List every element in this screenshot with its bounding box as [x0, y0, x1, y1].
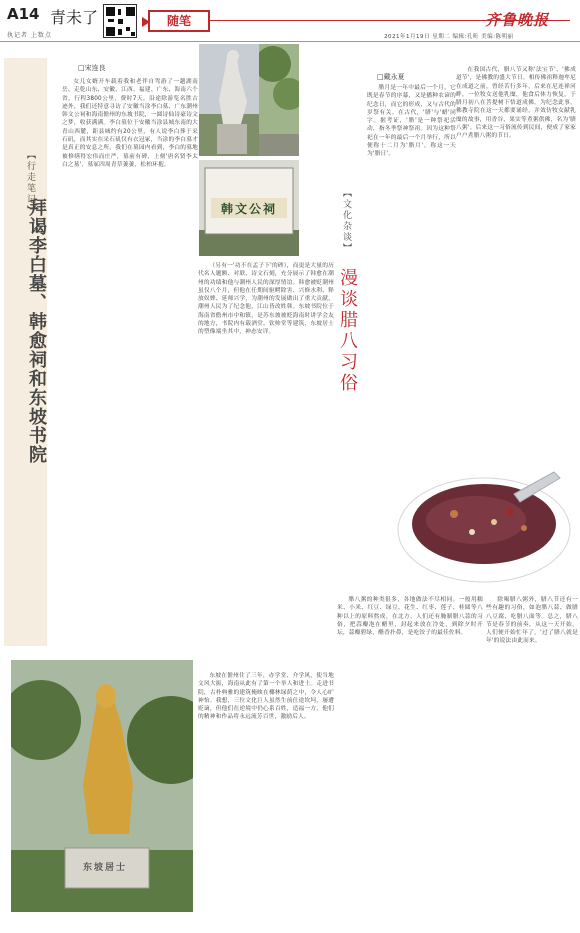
section-name: 青未了	[50, 8, 99, 27]
article2-column-4	[486, 596, 578, 916]
article2-tag: 【文化杂谈】	[341, 188, 351, 254]
article1-column-2	[198, 262, 334, 672]
article2-paragraph: 腊八粥的种类很多，各地做法不尽相同。一般用糯米、小米、红豆、绿豆、花生、红枣、莲子、桂圆等八种以上的原料熬成。在北方，人们还有腌制腊八蒜的习俗，把蒜瓣泡在醋里，封起来放在冷处，到除夕时开坛，蒜瓣碧绿，醋香扑鼻，是吃饺子的最佳佐料。	[337, 597, 483, 637]
article2-paragraph: 腊月是一年中最后一个月，它既是春节的序幕，又是播种农谚的纪念日，而它的形成，又与古代的岁祭有关。在古代，'腊'与'蜡'同字。据考证，'腊'是一种祭祀活动，指冬季祭神祭祖。因为这种祭祀在一年的最后一个月举行，所以便称十二月为'腊月'，称这一天为'腊日'。	[367, 85, 456, 158]
photo-plaque	[199, 160, 299, 256]
article1-paragraph: 东坡在儋州住了三年，办学堂、介学风，使当地文风大振，海南从此有了第一个举人和进士。走进书院，古朴典雅的建筑掩映在椰林绿荫之中，令人心旷神怡。我想，三位文化巨人虽然生前仕途坎坷，屡遭贬谪，但他们在逆境中仍心系百姓，造福一方，他们的精神和作品将永远流芳百世，激励后人。	[198, 673, 334, 721]
article2-paragraph: 除喝腊八粥外，腊八节还有一些有趣的习俗，如泡腊八蒜、做腊八豆腐、吃腊八面等。总之，腊八节是春节的前奏，从这一天开始，人们便开始忙年了，'过了腊八就是年'的说法由此而来。	[486, 597, 578, 645]
article2-paragraph: 在我国古代，腊八节又称'法宝节'、'佛成道节'，是佛教的盛大节日。相传佛祖释迦牟尼在成道之前，曾经苦行多年，后来在尼连禅河畔，一位牧女送他乳糜，他食后体力恢复，于腊月初八在菩提树下悟道成佛。为纪念此事，佛教寺院在这一天都要诵经，并效仿牧女献乳糜的故事，用香谷、果实等煮粥供佛，名为'腊八粥'。后来这一习俗流传到民间，便成了家家户户煮腊八粥的节日。	[456, 67, 576, 140]
article2-column-2	[456, 66, 576, 446]
page-number: A14	[7, 5, 40, 23]
article1-column-3	[198, 672, 334, 917]
issue-meta: 2021年1月19日 星期二 编辑:孔昕 美编:陈明丽	[384, 34, 514, 40]
article2-author: □戴永夏	[377, 73, 405, 81]
statue-base-text: 东坡居士	[83, 863, 128, 873]
photo-laba-congee	[384, 464, 580, 590]
article1-tag: 【行走笔记】	[25, 150, 35, 216]
article2-column-3	[337, 596, 483, 916]
article1-paragraph: （另有一'功不在孟子下'的碑），而更是大量的历代名人题额、对联、诗文石刻，充分展示了韩愈在潮州的功绩和他与潮州人民的深厚情谊。韩愈被贬潮州虽仅八个月，但他在任期间驱鳄除害、兴修水利、释放奴婢、延师兴学，为潮州的发展做出了重大贡献，潮州人民为了纪念他，江山皆改姓韩。东坡书院位于海南省儋州市中和镇，是苏东坡被贬海南时讲学会友的地方，书院内有载酒堂、钦帅堂等建筑，东坡居士的塑像端坐其中，神态安详。	[198, 263, 334, 336]
article1-paragraph: 女儿女婿开车载着我和老伴自驾游了一趟湖南岳、走乾山东、安徽、江西、福建、广东、海南六个省，行程3800公里，费时7天，沿途除游览名胜古迹外，我们还特意寻访了安徽当涂李白墓、广东潮州韩文公祠和海南儋州的东坡书院，一圆诗仙诗豪诗文之梦，收获满满。李白墓位于安徽当涂县城东南的大青山西麓，距县城约有20公里，有人说李白葬于采石矶，而其实在采石矶仅有衣冠冢，当涂的李白墓才是真正的安息之所。我们在墓园内看到，李白的墓地被修缮得宏伟而庄严，墓前有碑，上刻'唐名贤李太白之墓'，墓冢四周青草萋萋，松柏环抱。	[62, 79, 198, 168]
header-rule	[0, 41, 580, 42]
qr-code-icon	[103, 4, 137, 38]
plaque-text: 韩文公祠	[221, 202, 278, 216]
article1-column-1	[62, 78, 198, 664]
photo-statue	[199, 44, 259, 156]
article2-title: 漫谈腊八习俗	[337, 268, 358, 394]
article1-author: □宋连良	[78, 64, 106, 72]
newspaper-logo: 齐鲁晚报	[485, 11, 550, 29]
editors-line: 执记者 上数点	[7, 32, 52, 39]
article2-column-1	[367, 84, 456, 444]
column-label: 随笔	[148, 10, 210, 32]
article1-title: 拜谒李白墓、韩愈祠和东坡书院	[26, 198, 47, 464]
photo-trees	[259, 44, 299, 156]
photo-golden-statue	[11, 660, 193, 912]
